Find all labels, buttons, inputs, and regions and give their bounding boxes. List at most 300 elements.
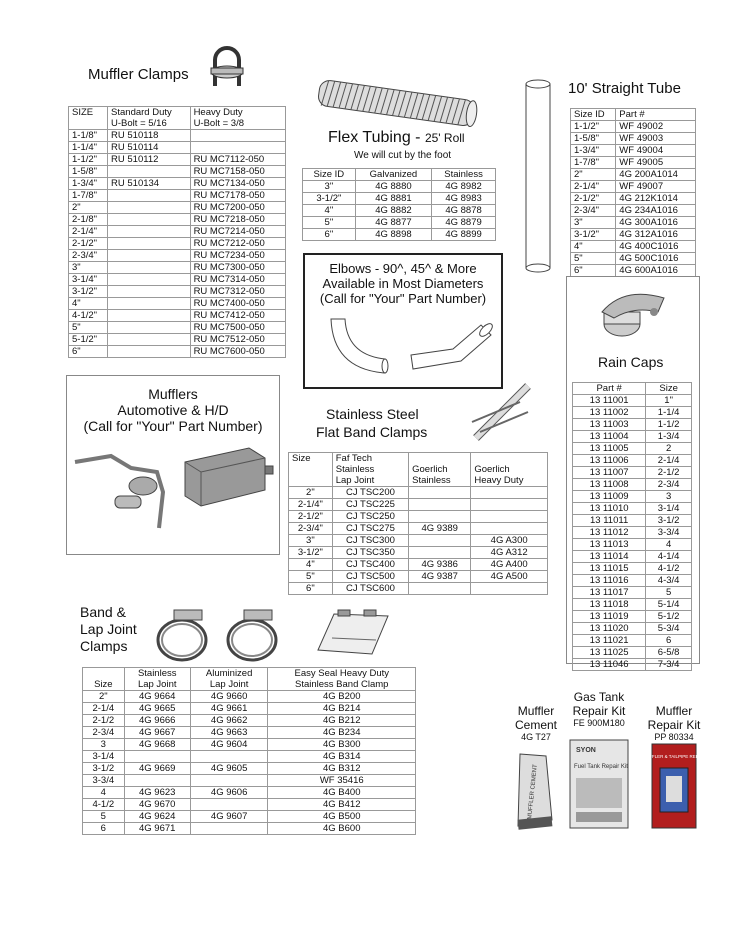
flat-band-title-1: Stainless Steel <box>326 406 419 422</box>
table-cell: 4G 8878 <box>432 205 496 217</box>
table-cell: 5" <box>303 217 356 229</box>
column-header <box>190 668 268 691</box>
table-row <box>573 503 692 515</box>
table-cell: 5-1/4 <box>646 599 692 611</box>
table-cell: 13 11003 <box>573 419 646 431</box>
table-row <box>573 623 692 635</box>
table-row <box>69 322 286 334</box>
column-header: Stainless <box>432 169 496 181</box>
column-header: Size <box>646 383 692 395</box>
table-cell: RU 510114 <box>108 142 191 154</box>
band-lap-title <box>80 604 137 655</box>
table-row <box>571 133 696 145</box>
table-cell <box>471 511 548 523</box>
table-cell: 4G 8880 <box>355 181 431 193</box>
column-header <box>332 453 408 487</box>
table-cell: 2-3/4" <box>571 205 616 217</box>
table-cell: 4G 9665 <box>124 703 190 715</box>
table-cell: 2-1/4 <box>83 703 125 715</box>
header-line: Stainless Lap Joint <box>137 668 177 690</box>
table-row <box>289 499 548 511</box>
table-cell <box>471 523 548 535</box>
table-header-row <box>289 453 548 487</box>
table-cell: RU MC7500-050 <box>190 322 285 334</box>
table-header-row <box>69 107 286 130</box>
table-cell <box>409 535 471 547</box>
flex-tubing-title-main: Flex Tubing - <box>328 129 425 146</box>
table-cell: 4G B300 <box>268 739 416 751</box>
table-cell: 5" <box>69 322 108 334</box>
table-row <box>69 250 286 262</box>
muffler-cement-line-2: Cement <box>514 718 558 732</box>
band-clamp-image <box>312 606 392 658</box>
table-row <box>69 346 286 358</box>
table-cell: 13 11019 <box>573 611 646 623</box>
table-cell: RU MC7312-050 <box>190 286 285 298</box>
table-cell: 1" <box>646 395 692 407</box>
table-cell: CJ TSC400 <box>332 559 408 571</box>
table-cell: 13 11025 <box>573 647 646 659</box>
table-cell: 4" <box>289 559 333 571</box>
table-row <box>573 407 692 419</box>
table-cell: 4G 9671 <box>124 823 190 835</box>
table-cell: 4G 500C1016 <box>616 253 696 265</box>
table-row <box>303 193 496 205</box>
muffler-repair-kit-image <box>642 742 706 830</box>
elbow-45-image <box>409 319 499 379</box>
table-row <box>573 551 692 563</box>
straight-tube-title: 10' Straight Tube <box>568 80 681 97</box>
table-cell: 3" <box>303 181 356 193</box>
table-cell: 3-1/4" <box>69 274 108 286</box>
table-row <box>69 166 286 178</box>
gas-tank-kit-line-1: Gas Tank <box>573 690 625 704</box>
table-row <box>69 226 286 238</box>
table-row <box>83 799 416 811</box>
muffler-cement-tube-image <box>506 752 558 832</box>
table-cell <box>108 346 191 358</box>
table-cell: RU MC7512-050 <box>190 334 285 346</box>
table-cell: RU 510112 <box>108 154 191 166</box>
table-cell: 2-1/4" <box>571 181 616 193</box>
muffler-clamps-table <box>68 106 286 358</box>
table-row <box>69 130 286 142</box>
flex-tubing-title-suffix: 25' Roll <box>424 131 465 145</box>
table-cell: 2-1/2" <box>571 193 616 205</box>
column-header: Size <box>83 668 125 691</box>
muffler-cement-tube-text: MUFFLER CEMENT <box>527 764 539 820</box>
table-cell: 2-1/8" <box>69 214 108 226</box>
table-cell: 13 11009 <box>573 491 646 503</box>
table-cell: 6" <box>303 229 356 241</box>
table-cell <box>108 298 191 310</box>
flex-tubing-table <box>302 168 496 241</box>
table-cell: 13 11021 <box>573 635 646 647</box>
table-cell: 1-1/8" <box>69 130 108 142</box>
muffler-cement-part: 4G T27 <box>521 732 551 742</box>
table-cell: 2" <box>83 691 125 703</box>
table-cell: 3-1/2" <box>289 547 333 559</box>
table-cell: 13 11046 <box>573 659 646 671</box>
table-cell: 4-3/4 <box>646 575 692 587</box>
table-cell: 4G B412 <box>268 799 416 811</box>
flat-band-clamp-image <box>470 382 536 444</box>
table-cell: RU MC7112-050 <box>190 154 285 166</box>
table-cell: 6" <box>289 583 333 595</box>
table-cell: 4G B200 <box>268 691 416 703</box>
table-cell: 13 11001 <box>573 395 646 407</box>
table-row <box>573 611 692 623</box>
table-row <box>571 193 696 205</box>
table-row <box>289 535 548 547</box>
table-cell: 4-1/4 <box>646 551 692 563</box>
table-row <box>69 154 286 166</box>
table-cell: 4G 234A1016 <box>616 205 696 217</box>
table-cell: 3" <box>69 262 108 274</box>
table-row <box>573 659 692 671</box>
table-cell: 4" <box>571 241 616 253</box>
table-row <box>571 121 696 133</box>
table-row <box>573 539 692 551</box>
elbows-line-1: Elbows - 90^, 45^ & More <box>329 261 477 276</box>
muffler-repair-kit-line-2: Repair Kit <box>647 718 701 732</box>
table-row <box>69 178 286 190</box>
table-cell: 4G 9670 <box>124 799 190 811</box>
table-cell <box>108 166 191 178</box>
table-cell <box>190 799 268 811</box>
gas-tank-kit-line-2: Repair Kit <box>572 704 626 718</box>
table-cell: 2-3/4 <box>83 727 125 739</box>
table-cell: 13 11002 <box>573 407 646 419</box>
table-row <box>69 202 286 214</box>
table-row <box>289 547 548 559</box>
table-cell: 13 11020 <box>573 623 646 635</box>
table-cell: 4G 8881 <box>355 193 431 205</box>
gas-kit-brand-text: SYON <box>576 747 596 754</box>
table-cell <box>471 487 548 499</box>
lap-joint-clamp-image-1 <box>152 604 214 664</box>
table-cell: 13 11008 <box>573 479 646 491</box>
table-cell: 4G 9662 <box>190 715 268 727</box>
band-lap-table <box>82 667 416 835</box>
table-cell: 13 11017 <box>573 587 646 599</box>
table-row <box>289 511 548 523</box>
table-cell: 3-3/4 <box>83 775 125 787</box>
table-cell: 3-1/2 <box>646 515 692 527</box>
table-cell <box>124 751 190 763</box>
table-row <box>573 467 692 479</box>
table-row <box>289 583 548 595</box>
table-cell: 4G 9604 <box>190 739 268 751</box>
table-cell: 4G 8879 <box>432 217 496 229</box>
table-cell: 6" <box>571 265 616 277</box>
table-header-row <box>571 109 696 121</box>
table-cell: 4G 9660 <box>190 691 268 703</box>
column-header <box>268 668 416 691</box>
table-cell: CJ TSC250 <box>332 511 408 523</box>
flat-band-title-2: Flat Band Clamps <box>316 424 428 440</box>
table-cell <box>409 583 471 595</box>
table-cell: 5-1/2 <box>646 611 692 623</box>
table-row <box>69 190 286 202</box>
table-cell: 6 <box>646 635 692 647</box>
table-row <box>571 229 696 241</box>
table-row <box>571 181 696 193</box>
muffler-repair-kit-line-1: Muffler <box>655 704 693 718</box>
elbows-line-2: Available in Most Diameters <box>322 276 484 291</box>
table-cell <box>108 190 191 202</box>
straight-tube-image <box>518 78 558 274</box>
table-cell: 4G 9607 <box>190 811 268 823</box>
table-cell: 1-1/2" <box>571 121 616 133</box>
table-cell <box>108 322 191 334</box>
muffler-image <box>179 442 275 512</box>
table-cell: 4G B214 <box>268 703 416 715</box>
table-header-row <box>573 383 692 395</box>
column-header <box>124 668 190 691</box>
table-cell: 4G 9663 <box>190 727 268 739</box>
table-cell: 4G A500 <box>471 571 548 583</box>
table-cell: 13 11012 <box>573 527 646 539</box>
table-row <box>573 527 692 539</box>
table-cell: 2" <box>289 487 333 499</box>
table-row <box>83 763 416 775</box>
table-cell: 4G B314 <box>268 751 416 763</box>
table-cell: 2-1/4" <box>69 226 108 238</box>
table-row <box>303 217 496 229</box>
table-cell: RU MC7400-050 <box>190 298 285 310</box>
table-cell: 4G 8899 <box>432 229 496 241</box>
table-cell: RU MC7600-050 <box>190 346 285 358</box>
header-line: Faf Tech Stainless Lap Joint <box>335 453 375 486</box>
table-cell: 3 <box>83 739 125 751</box>
table-cell: 6-5/8 <box>646 647 692 659</box>
table-cell: 4G 9389 <box>409 523 471 535</box>
table-cell: 3-1/2 <box>83 763 125 775</box>
table-row <box>573 419 692 431</box>
table-cell: 4-1/2 <box>646 563 692 575</box>
table-cell: CJ TSC500 <box>332 571 408 583</box>
elbows-line-3: (Call for "Your" Part Number) <box>319 291 487 306</box>
table-cell: WF 49004 <box>616 145 696 157</box>
table-cell: 4G A300 <box>471 535 548 547</box>
column-header: Galvanized <box>355 169 431 181</box>
table-cell <box>108 274 191 286</box>
column-header <box>409 453 471 487</box>
table-row <box>83 775 416 787</box>
table-cell: 1-1/4" <box>69 142 108 154</box>
table-cell: 3-1/2" <box>571 229 616 241</box>
lap-joint-clamp-image-2 <box>222 604 284 664</box>
table-cell: 2-1/4" <box>289 499 333 511</box>
table-cell: 5" <box>571 253 616 265</box>
table-cell <box>190 775 268 787</box>
table-row <box>303 205 496 217</box>
mufflers-line-3: (Call for "Your" Part Number) <box>83 418 263 434</box>
table-row <box>303 229 496 241</box>
table-cell: 4G B234 <box>268 727 416 739</box>
table-cell: RU MC7314-050 <box>190 274 285 286</box>
table-cell: RU MC7134-050 <box>190 178 285 190</box>
table-cell <box>409 511 471 523</box>
table-row <box>83 727 416 739</box>
table-cell: 13 11010 <box>573 503 646 515</box>
table-cell: 4G 8877 <box>355 217 431 229</box>
table-cell: WF 49003 <box>616 133 696 145</box>
table-cell: WF 35416 <box>268 775 416 787</box>
table-row <box>573 647 692 659</box>
table-row <box>83 811 416 823</box>
column-header <box>190 107 285 130</box>
table-cell <box>108 310 191 322</box>
table-row <box>69 238 286 250</box>
table-row <box>573 587 692 599</box>
table-cell: 3-1/4 <box>83 751 125 763</box>
column-header <box>108 107 191 130</box>
column-header: Part # <box>573 383 646 395</box>
table-row <box>69 286 286 298</box>
table-row <box>571 169 696 181</box>
table-cell: 4G 212K1014 <box>616 193 696 205</box>
table-cell: 4G 400C1016 <box>616 241 696 253</box>
table-cell <box>108 250 191 262</box>
table-cell <box>108 334 191 346</box>
repair-kit-name-text: MUFFLER & TAILPIPE REPAIR <box>642 754 706 759</box>
table-cell: 5-3/4 <box>646 623 692 635</box>
table-cell: 2 <box>646 443 692 455</box>
table-row <box>571 241 696 253</box>
table-row <box>573 443 692 455</box>
table-cell: RU MC7412-050 <box>190 310 285 322</box>
table-header-row <box>83 668 416 691</box>
table-cell: 2-3/4 <box>646 479 692 491</box>
table-cell: 5 <box>646 587 692 599</box>
table-row <box>83 751 416 763</box>
table-cell: 3" <box>289 535 333 547</box>
header-line: Goerlich Stainless <box>412 464 451 486</box>
table-cell: 4G 312A1016 <box>616 229 696 241</box>
muffler-cement-label <box>506 704 566 742</box>
table-row <box>69 274 286 286</box>
table-cell: 13 11015 <box>573 563 646 575</box>
table-cell: 3" <box>571 217 616 229</box>
table-cell: 4G B600 <box>268 823 416 835</box>
table-row <box>83 787 416 799</box>
table-cell <box>108 262 191 274</box>
table-row <box>69 310 286 322</box>
table-cell: RU MC7218-050 <box>190 214 285 226</box>
table-cell: 4G B500 <box>268 811 416 823</box>
header-line: Standard Duty U-Bolt = 5/16 <box>111 107 172 129</box>
table-row <box>571 157 696 169</box>
table-cell: 4G 600A1016 <box>616 265 696 277</box>
flex-tubing-image <box>312 76 480 134</box>
table-cell: 13 11016 <box>573 575 646 587</box>
table-cell <box>409 499 471 511</box>
table-cell: 4G 9623 <box>124 787 190 799</box>
table-cell: 13 11011 <box>573 515 646 527</box>
table-cell: 4G 200A1014 <box>616 169 696 181</box>
table-cell: 4" <box>69 298 108 310</box>
table-cell: 6 <box>83 823 125 835</box>
muffler-system-image <box>71 448 177 534</box>
table-row <box>573 395 692 407</box>
table-cell: 4G 9661 <box>190 703 268 715</box>
table-cell: RU MC7234-050 <box>190 250 285 262</box>
table-row <box>83 715 416 727</box>
table-row <box>69 262 286 274</box>
table-row <box>573 563 692 575</box>
muffler-clamp-image <box>207 42 247 90</box>
mufflers-box <box>66 375 280 555</box>
table-cell: 4-1/2 <box>83 799 125 811</box>
table-cell: 3-1/2" <box>69 286 108 298</box>
table-cell: 13 11018 <box>573 599 646 611</box>
table-cell: 4G 9664 <box>124 691 190 703</box>
table-row <box>573 479 692 491</box>
table-cell: 13 11006 <box>573 455 646 467</box>
table-cell: 5" <box>289 571 333 583</box>
table-row <box>571 205 696 217</box>
table-cell: 1-3/4 <box>646 431 692 443</box>
muffler-cement-line-1: Muffler <box>517 704 555 718</box>
table-cell <box>190 142 285 154</box>
table-row <box>289 523 548 535</box>
table-cell <box>108 214 191 226</box>
table-cell: 4G 9667 <box>124 727 190 739</box>
header-line: Goerlich Heavy Duty <box>474 464 524 486</box>
table-cell: 4G A312 <box>471 547 548 559</box>
table-row <box>69 142 286 154</box>
table-cell: 13 11005 <box>573 443 646 455</box>
table-cell: 5 <box>83 811 125 823</box>
table-row <box>573 635 692 647</box>
column-header: Size <box>289 453 333 487</box>
table-cell: 4G 9605 <box>190 763 268 775</box>
table-cell: CJ TSC200 <box>332 487 408 499</box>
table-cell <box>190 751 268 763</box>
table-cell: 2" <box>571 169 616 181</box>
table-cell: 1-3/4" <box>571 145 616 157</box>
rain-caps-title: Rain Caps <box>598 354 664 370</box>
flex-tubing-subtitle: We will cut by the foot <box>354 150 452 161</box>
table-cell: WF 49007 <box>616 181 696 193</box>
table-cell: 4G 8898 <box>355 229 431 241</box>
table-row <box>573 599 692 611</box>
table-cell: 1-5/8" <box>69 166 108 178</box>
table-cell: RU MC7200-050 <box>190 202 285 214</box>
table-row <box>303 181 496 193</box>
flex-tubing-title <box>328 129 465 147</box>
table-cell: 4 <box>83 787 125 799</box>
table-cell: 4G 9606 <box>190 787 268 799</box>
table-cell: 1-1/2" <box>69 154 108 166</box>
table-cell: WF 49005 <box>616 157 696 169</box>
table-cell <box>108 226 191 238</box>
band-lap-title-2: Lap Joint <box>80 621 137 637</box>
table-row <box>83 823 416 835</box>
table-cell <box>108 238 191 250</box>
table-cell: 6" <box>69 346 108 358</box>
table-row <box>571 265 696 277</box>
table-cell: 2-1/2 <box>83 715 125 727</box>
table-cell: RU MC7212-050 <box>190 238 285 250</box>
table-cell: WF 49002 <box>616 121 696 133</box>
table-cell: 4G 9668 <box>124 739 190 751</box>
table-cell: 1-7/8" <box>571 157 616 169</box>
table-cell: RU 510118 <box>108 130 191 142</box>
muffler-repair-kit-label <box>642 704 706 742</box>
